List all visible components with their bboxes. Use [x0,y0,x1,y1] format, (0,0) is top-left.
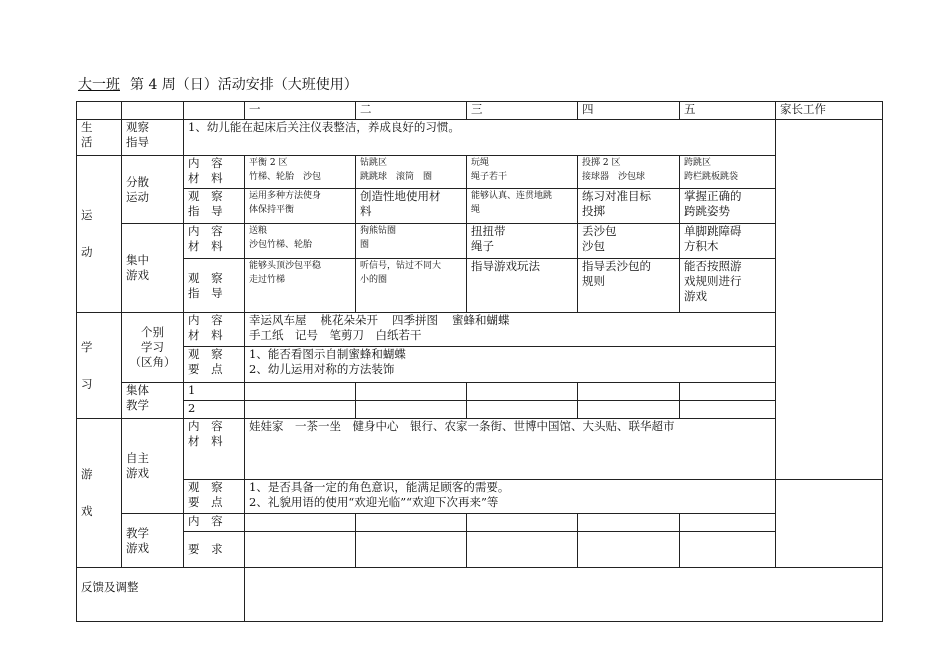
scatter-material-day2: 钻跳区 跳跳球 滚筒 圈 [356,156,467,189]
scatter-guide-day5: 掌握正确的 跨跳姿势 [680,189,776,224]
week-label: 第 4 周（日）活动安排（大班使用） [130,77,358,93]
group-teaching-cell [356,383,467,401]
col-parent-work: 家长工作 [776,102,883,120]
label-requirement: 要 求 [184,532,245,568]
teaching-game-cell [356,532,467,568]
group-teaching-cell [467,383,578,401]
sport-scatter-guide-row [77,189,883,224]
header-blank [77,102,122,120]
parent-work-cell [776,120,883,480]
group-guide-day2: 听信号，钻过不同大 小的圈 [356,259,467,313]
header-blank [184,102,245,120]
group-material-day4: 丢沙包 沙包 [578,224,680,259]
teaching-game-cell [245,514,356,532]
sport-scatter-materials-row [77,156,883,189]
sport-group-guide-row [77,259,883,313]
page-title [78,74,358,94]
games-free-label: 自主 游戏 [122,419,184,514]
group-guide-day3: 指导游戏玩法 [467,259,578,313]
study-group-row-2 [77,401,883,419]
parent-work-cell-lower [776,480,883,568]
group-teaching-cell [245,383,356,401]
group-guide-day1: 能够头顶沙包平稳 走过竹梯 [245,259,356,313]
scatter-guide-day1: 运用多种方法使身 体保持平衡 [245,189,356,224]
group-teaching-cell [245,401,356,419]
teaching-game-cell [245,532,356,568]
life-observe-guide: 观察 指导 [122,120,184,156]
label-observe-guide: 观 察 指 导 [184,189,245,224]
life-text: 1、幼儿能在起床后关注仪表整洁，养成良好的习惯。 [184,120,776,156]
group-teaching-cell [578,401,680,419]
study-individual-label: 个别 学习 （区角） [122,313,184,383]
label-content-materials: 内 容 材 料 [184,313,245,347]
header-blank [122,102,184,120]
group-teaching-cell [680,383,776,401]
group-teaching-cell [356,401,467,419]
games-free-content: 娃娃家 一茶一坐 健身中心 银行、农家一条街、世博中国馆、大头贴、联华超市 [245,419,776,480]
study-materials: 手工纸 记号 笔剪刀 白纸若干 [249,328,422,342]
scatter-material-day4: 投掷 2 区 接球器 沙包球 [578,156,680,189]
group-teaching-index: 2 [184,401,245,419]
group-teaching-index: 1 [184,383,245,401]
games-free-content-row [77,419,883,480]
scatter-guide-day2: 创造性地使用材 料 [356,189,467,224]
col-day5: 五 [680,102,776,120]
study-individual-points-row [77,347,883,383]
category-games: 游 戏 [77,419,122,568]
teaching-game-cell [356,514,467,532]
group-material-day5: 单脚跳障碍 方积木 [680,224,776,259]
life-row [77,120,883,156]
sport-group-label: 集中 游戏 [122,224,184,313]
games-teaching-label: 教学 游戏 [122,514,184,568]
col-day3: 三 [467,102,578,120]
col-day1: 一 [245,102,356,120]
feedback-label: 反馈及调整 [77,568,245,622]
group-material-day3: 扭扭带 绳子 [467,224,578,259]
teaching-game-cell [680,514,776,532]
activity-schedule-table [76,101,883,622]
label-content: 内 容 [184,514,245,532]
feedback-content [245,568,883,622]
study-individual-content [245,313,776,347]
col-day2: 二 [356,102,467,120]
study-corner-list: 幸运风车屋 桃花朵朵开 四季拼图 蜜蜂和蝴蝶 [249,313,510,327]
scatter-material-day3: 玩绳 绳子若干 [467,156,578,189]
group-guide-day5: 能否按照游 戏规则进行 游戏 [680,259,776,313]
scatter-material-day1: 平衡 2 区 竹梯、轮胎 沙包 [245,156,356,189]
group-teaching-cell [467,401,578,419]
teaching-game-cell [680,532,776,568]
teaching-game-cell [578,532,680,568]
study-observe-points: 1、能否看图示自制蜜蜂和蝴蝶 2、幼儿运用对称的方法装饰 [245,347,776,383]
category-sport: 运 动 [77,156,122,313]
teaching-game-cell [467,532,578,568]
study-individual-content-row [77,313,883,347]
group-teaching-cell [578,383,680,401]
games-teaching-content-row [77,514,883,532]
teaching-game-cell [578,514,680,532]
class-name: 大一班 [78,77,120,93]
category-study: 学 习 [77,313,122,419]
group-guide-day4: 指导丢沙包的 规则 [578,259,680,313]
teaching-game-cell [467,514,578,532]
games-teaching-requirement-row [77,532,883,568]
col-day4: 四 [578,102,680,120]
games-observe-points: 1、是否具备一定的角色意识，能满足顾客的需要。 2、礼貌用语的使用“欢迎光临”“欢迎下次再来”等 [245,480,776,514]
scatter-guide-day4: 练习对准目标 投掷 [578,189,680,224]
label-observe-points: 观 察 要 点 [184,480,245,514]
study-group-row-1 [77,383,883,401]
group-material-day1: 送粮 沙包竹梯、轮胎 [245,224,356,259]
category-life: 生 活 [77,120,122,156]
label-content-materials: 内 容 材 料 [184,419,245,480]
study-group-label: 集体 教学 [122,383,184,419]
feedback-row [77,568,883,622]
label-content-materials: 内 容 材 料 [184,156,245,189]
scatter-guide-day3: 能够认真、连贯地跳 绳 [467,189,578,224]
sport-scatter-label: 分散 运动 [122,156,184,224]
group-teaching-cell [680,401,776,419]
scatter-material-day5: 跨跳区 跨栏跳板跳袋 [680,156,776,189]
label-observe-points: 观 察 要 点 [184,347,245,383]
label-content-materials: 内 容 材 料 [184,224,245,259]
header-row [77,102,883,120]
label-observe-guide: 观 察 指 导 [184,259,245,313]
games-free-points-row [77,480,883,514]
group-material-day2: 狗熊钻圈 圈 [356,224,467,259]
sport-group-materials-row [77,224,883,259]
